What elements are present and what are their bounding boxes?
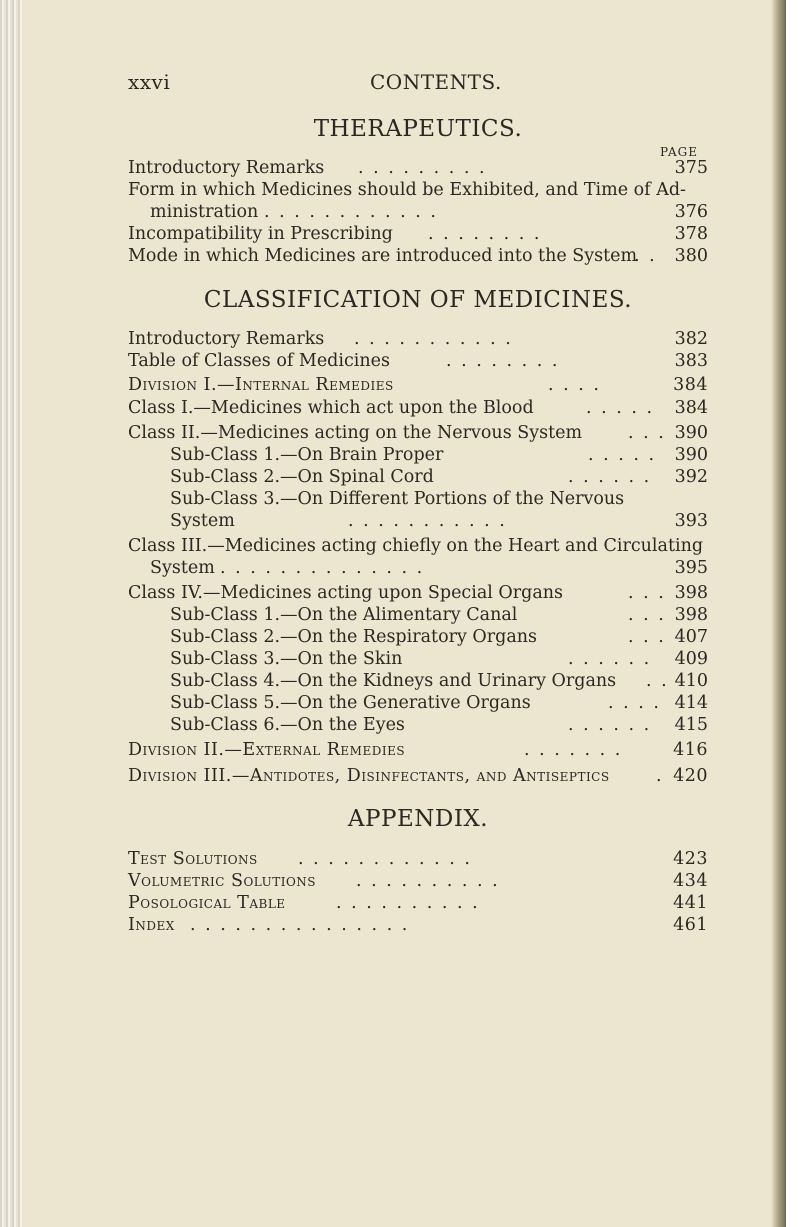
book-spine [0,0,22,1227]
entry-page: 376 [674,202,708,222]
entry-label: Volumetric Solutions [128,871,317,891]
entry-label: Test Solutions [128,849,258,869]
toc-entry [128,626,708,648]
entry-label: Table of Classes of Medicines [128,351,390,371]
entry-label: Division I.—Internal Remedies [128,375,394,395]
toc-entry [128,422,708,444]
section-heading-appendix: APPENDIX. [347,806,489,832]
entry-label: Sub-Class 3.—On the Skin [170,649,403,669]
toc-entry [128,692,708,714]
entry-label: Sub-Class 4.—On the Kidneys and Urinary Organs [170,671,617,691]
entry-page: 461 [673,915,708,935]
entry-label: Division III.—Antidotes, Disinfectants, and Antiseptics [128,766,610,786]
dot-leader: . . . . [548,375,601,395]
toc-entry [128,765,708,787]
toc-entry [128,557,708,579]
entry-page: 441 [673,893,708,913]
dot-leader: . . . . . . . . . . . [354,329,513,349]
toc-entry [128,157,708,179]
entry-page: 414 [674,693,708,713]
toc-entry [128,670,708,692]
toc-entry [128,466,708,488]
dot-leader: . . . [628,627,666,647]
entry-label: Sub-Class 1.—On the Alimentary Canal [170,605,518,625]
entry-page: 380 [674,246,708,266]
toc-entry [128,223,708,245]
dot-leader: . . . . . . . . [446,351,560,371]
entry-page: 410 [674,671,708,691]
entry-label: Sub-Class 2.—On Spinal Cord [170,467,434,487]
entry-label: Introductory Remarks [128,329,325,349]
dot-leader: . . . . . . [568,649,652,669]
header-page-numeral: xxvi [128,70,171,94]
toc-entry [128,201,708,223]
toc-entry [128,245,708,267]
toc-entry [128,892,708,914]
entry-page: 390 [674,423,708,443]
dot-leader: . . . [628,423,666,443]
entry-label: Class III.—Medicines acting chiefly on the Heart and Circulating [128,536,704,556]
toc-entry [128,582,708,604]
entry-page: 423 [673,849,708,869]
entry-label: Sub-Class 5.—On the Generative Organs [170,693,531,713]
dot-leader: . . . . . . [568,715,652,735]
entry-page: 390 [674,445,708,465]
entry-page: 384 [674,398,708,418]
section-heading-classification: CLASSIFICATION OF MEDICINES. [203,287,633,313]
entry-label: System [150,558,215,578]
entry-label: Sub-Class 6.—On the Eyes [170,715,405,735]
running-header [128,70,708,94]
dot-leader: . . . . . . [568,467,652,487]
entry-label: Sub-Class 1.—On Brain Proper [170,445,444,465]
entry-label: Class I.—Medicines which act upon the Blood [128,398,534,418]
toc-entry [128,848,708,870]
entry-page: 392 [674,467,708,487]
dot-leader: . . . . [608,693,661,713]
dot-leader: . . . [628,605,666,625]
toc-entry [128,870,708,892]
entry-label: Mode in which Medicines are introduced into the System [128,246,638,266]
toc-entry [128,739,708,761]
entry-label: Index [128,915,175,935]
dot-leader: . . . . . . . . . . [356,871,500,891]
entry-page: 415 [674,715,708,735]
page-column-label: PAGE [660,145,698,159]
entry-label: Incompatibility in Prescribing [128,224,393,244]
entry-label: System [170,511,235,531]
entry-page: 398 [674,605,708,625]
dot-leader: . . [634,246,657,266]
entry-label: Posological Table [128,893,286,913]
entry-page: 375 [674,158,708,178]
entry-label: Sub-Class 3.—On Different Portions of the Nervous [170,489,625,509]
toc-entry [128,488,708,510]
entry-label: Introductory Remarks [128,158,325,178]
dot-leader: . . . [628,583,666,603]
header-title: CONTENTS. [370,70,502,94]
dot-leader: . . . . . . . [524,740,623,760]
toc-entry [128,714,708,736]
entry-page: 382 [674,329,708,349]
entry-label: Class II.—Medicines acting on the Nervous System [128,423,583,443]
toc-entry [128,444,708,466]
page-edge-shadow [771,0,786,1227]
dot-leader: . . . . . . . . [428,224,542,244]
toc-entry [128,328,708,350]
dot-leader: . . . . . [588,445,657,465]
dot-leader: . . . . . . . . . . . . [298,849,472,869]
entry-page: 420 [673,766,708,786]
toc-entry [128,374,708,396]
entry-page: 393 [674,511,708,531]
dot-leader: . . . . . . . . . . . . [264,202,438,222]
entry-page: 416 [673,740,708,760]
dot-leader: . . . . . . . . . . . [348,511,507,531]
section-heading-therapeutics: THERAPEUTICS. [313,116,523,142]
entry-label: Form in which Medicines should be Exhibited, and Time of Ad- [128,180,686,200]
entry-page: 409 [674,649,708,669]
dot-leader: . . . . . . . . . . . . . . . [190,915,410,935]
toc-entry [128,179,708,201]
toc-entry [128,604,708,626]
toc-entry [128,350,708,372]
entry-label: Sub-Class 2.—On the Respiratory Organs [170,627,538,647]
toc-entry [128,535,708,557]
toc-entry [128,397,708,419]
toc-entry [128,648,708,670]
entry-page: 378 [674,224,708,244]
entry-page: 384 [673,375,708,395]
dot-leader: . . . . . . . . . . . . . . [220,558,425,578]
entry-page: 398 [674,583,708,603]
entry-page: 407 [674,627,708,647]
entry-label: Division II.—External Remedies [128,740,406,760]
dot-leader: . . . . . . . . . [358,158,487,178]
entry-page: 383 [674,351,708,371]
dot-leader: . . [646,671,669,691]
entry-label: ministration [150,202,259,222]
dot-leader: . . . . . [586,398,655,418]
entry-label: Class IV.—Medicines acting upon Special Organs [128,583,564,603]
entry-page: 434 [673,871,708,891]
toc-entry [128,510,708,532]
toc-entry [128,914,708,936]
dot-leader: . [656,766,664,786]
dot-leader: . . . . . . . . . . [336,893,480,913]
entry-page: 395 [674,558,708,578]
